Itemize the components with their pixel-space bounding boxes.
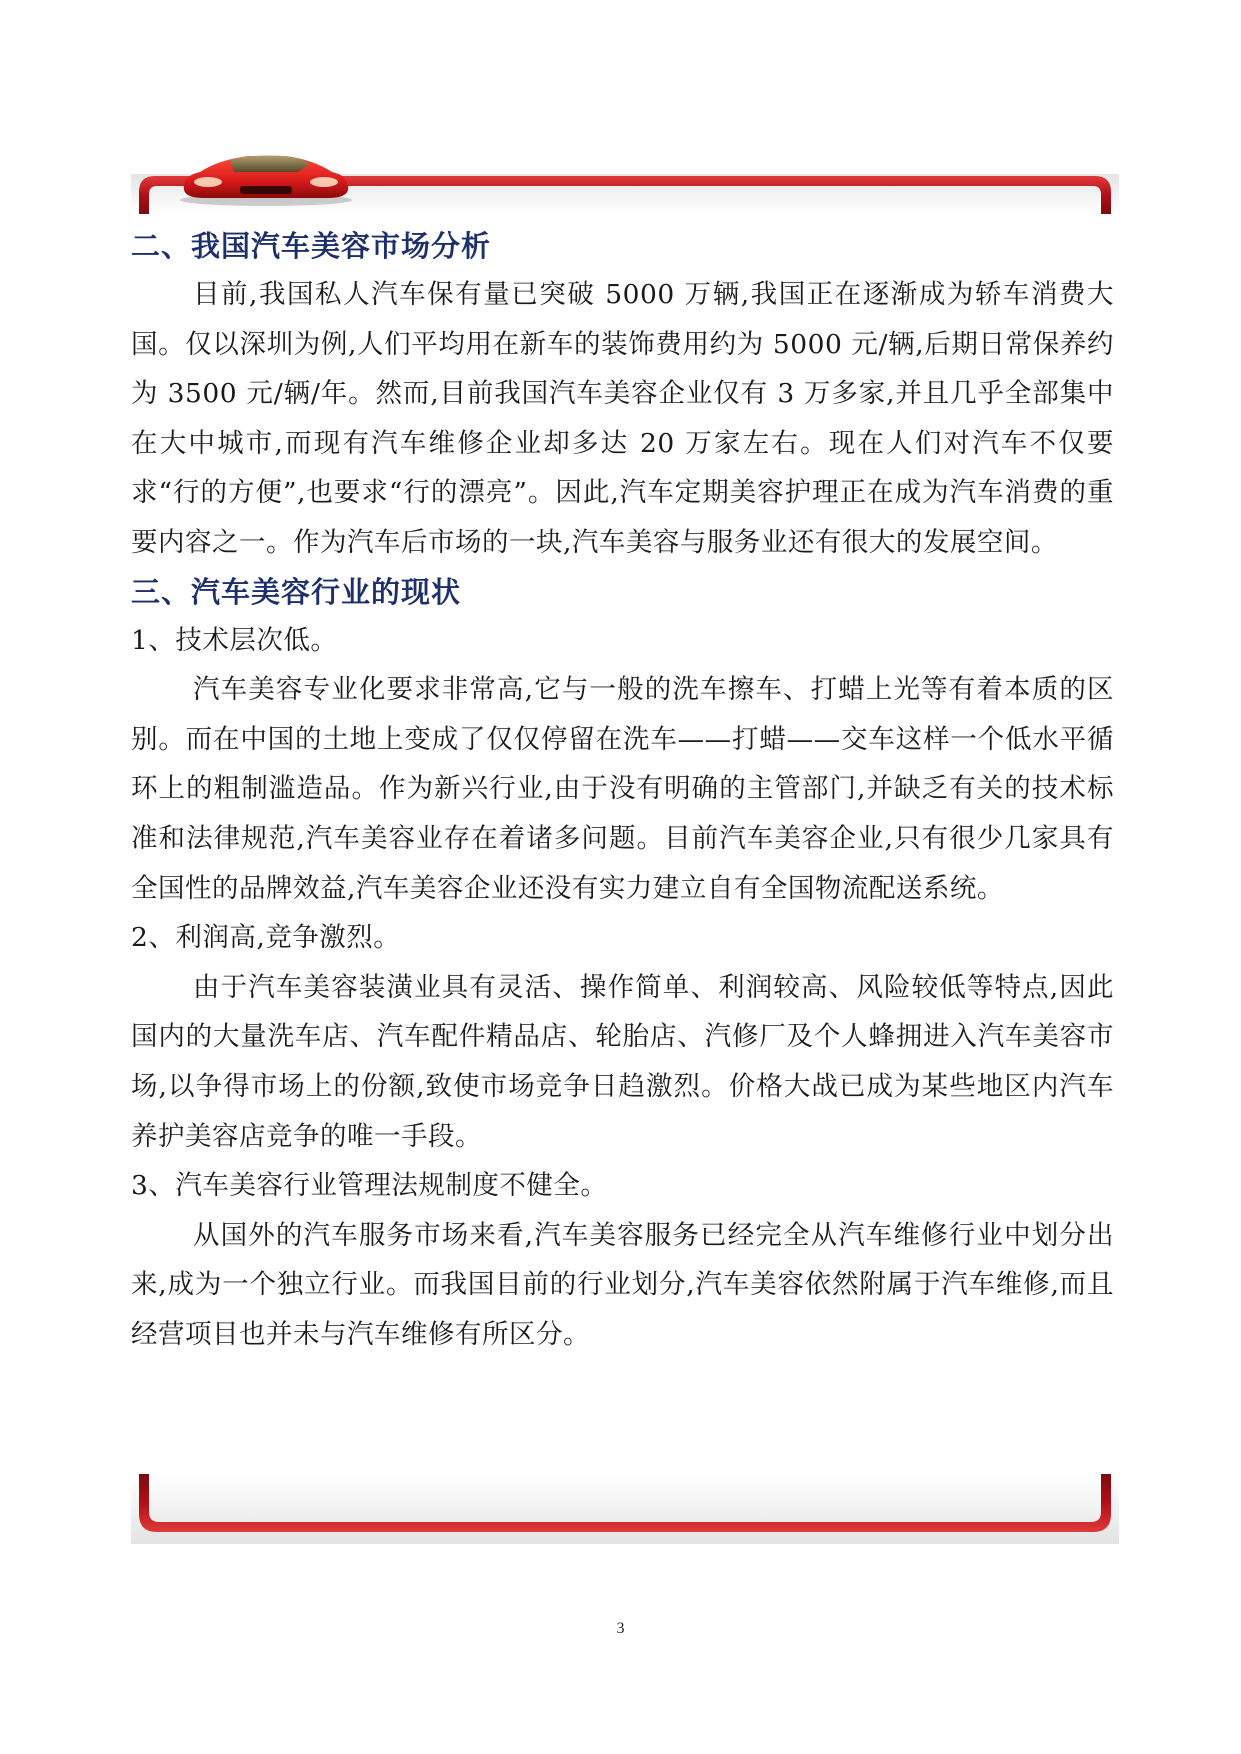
list-item-title-3: 3、汽车美容行业管理法规制度不健全。 [131, 1170, 608, 1202]
list-item-text-2: 由于汽车美容装潢业具有灵活、操作简单、利润较高、风险较低等特点,因此国内的大量洗车店、汽车配件精品店、轮胎店、汽修厂及个人蜂拥进入汽车美容市场,以争得市场上的份额,致使市场竞争日趋激烈。价格大战已成为某些地区内汽车养护美容店竞争的唯一手段。 [131, 971, 1114, 1152]
bottom-frame-decoration [131, 1474, 1119, 1544]
section-heading-industry-status: 三、汽车美容行业的现状 [131, 574, 462, 609]
section-heading-market-analysis: 二、我国汽车美容市场分析 [131, 229, 492, 263]
list-item-text-1: 汽车美容专业化要求非常高,它与一般的洗车擦车、打蜡上光等有着本质的区别。而在中国的土地上变成了仅仅停留在洗车——打蜡——交车这样一个低水平循环上的粗制滥造品。作为新兴行业,由于没有明确的主管部门,并缺乏有关的技术标准和法律规范,汽车美容业存在着诸多问题。目前汽车美容企业,只有很少几家具有全国性的品牌效益,汽车美容企业还没有实力建立自有全国物流配送系统。 [131, 674, 1114, 904]
list-item-title-1: 1、技术层次低。 [131, 624, 338, 656]
list-item-text-3: 从国外的汽车服务市场来看,汽车美容服务已经完全从汽车维修行业中划分出来,成为一个独立行业。而我国目前的行业划分,汽车美容依然附属于汽车维修,而且经营项目也并未与汽车维修有所区分。 [131, 1219, 1114, 1350]
red-sports-car-icon [178, 150, 354, 206]
paragraph-market-analysis: 目前,我国私人汽车保有量已突破 5000 万辆,我国正在逐渐成为轿车消费大国。仅以深圳为例,人们平均用在新车的装饰费用约为 5000 元/辆,后期日常保养约为 3500 元/辆/年。然而,目前我国汽车美容企业仅有 3 万多家,并且几乎全部集中在大中城市,而现有汽车维修企业却多达 20 万家左右。现在人们对汽车不仅要求“行的方便”,也要求“行的漂亮”。因此,汽车定期美容护理正在成为汽车消费的重要内容之一。作为汽车后市场的一块,汽车美容与服务业还有很大的发展空间。 [131, 279, 1114, 558]
page-number: 3 [616, 1620, 625, 1637]
document-body [131, 222, 1114, 1359]
list-item-title-2: 2、利润高,竞争激烈。 [131, 922, 401, 954]
